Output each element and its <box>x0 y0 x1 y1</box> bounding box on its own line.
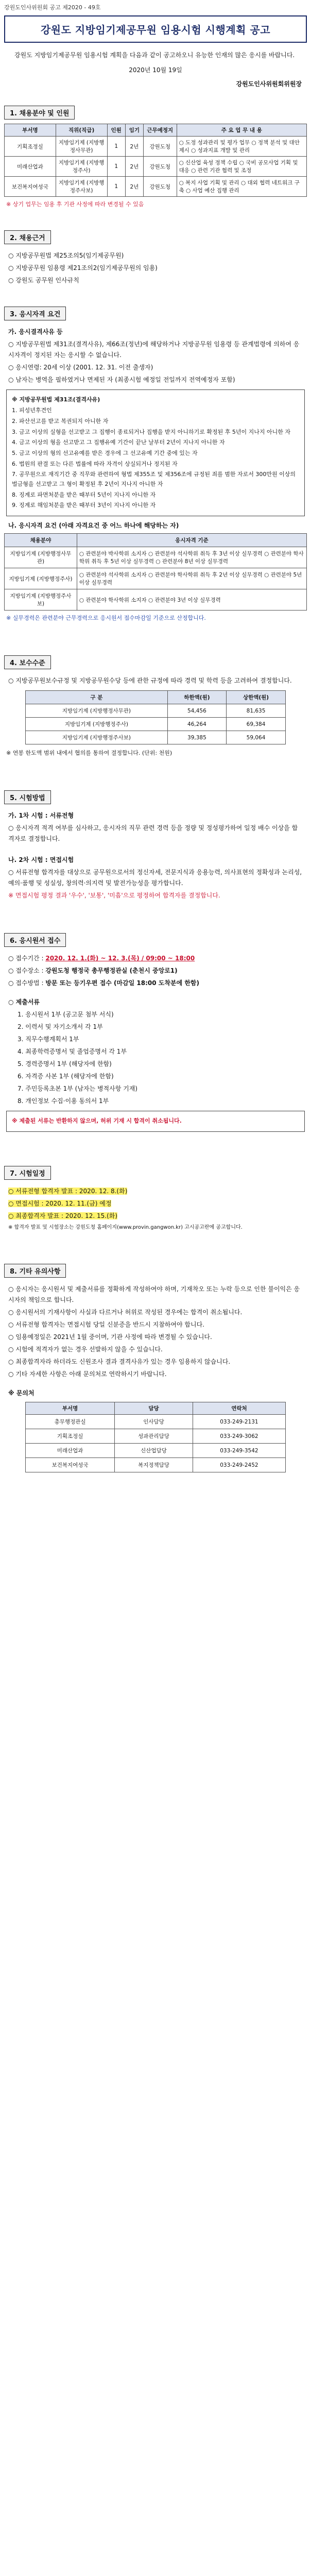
notice-line: ○ 기타 자세한 사항은 아래 문의처로 연락하시기 바랍니다. <box>8 1370 167 1378</box>
col-header: 부서명 <box>5 124 56 137</box>
table-row <box>5 568 307 589</box>
cell-dept: 미래산업과 <box>5 157 56 177</box>
cell-dept: 기획조정실 <box>5 137 56 157</box>
subheading: 나. 응시자격 요건 (아래 자격요건 중 어느 하나에 해당하는 자) <box>8 522 179 529</box>
cell-field: 지방임기제 (지방행정사무관) <box>5 547 77 568</box>
table-row <box>26 731 286 744</box>
cell-team: 신산업담당 <box>115 1444 193 1458</box>
cell-max: 81,635 <box>227 704 286 718</box>
list-item: 8. 개인정보 수집·이용 동의서 1부 <box>18 1097 109 1105</box>
subheading: 나. 2차 시험 : 면접시험 <box>8 856 74 864</box>
col-header: 구 분 <box>26 691 167 704</box>
schedule-text: ○ 면접시험 : 2020. 12. 11.(금) 예정 <box>8 1199 112 1207</box>
schedule-line <box>8 1186 303 1197</box>
box-line: 8. 징계로 파면처분을 받은 때부터 5년이 지나지 아니한 자 <box>12 491 156 498</box>
contact-title: ※ 문의처 <box>8 1389 34 1397</box>
box-line: 2. 파산선고를 받고 복권되지 아니한 자 <box>12 417 109 425</box>
section-5-title: 5. 시험방법 <box>4 790 51 804</box>
cell-place: 강원도청 <box>144 177 177 197</box>
notice-line: ○ 시험에 적격자가 없는 경우 선발하지 않을 수 있습니다. <box>8 1346 163 1353</box>
box-line: 5. 금고 이상의 형의 선고유예를 받은 경우에 그 선고유예 기간 중에 있는 자 <box>12 449 198 456</box>
section-1-note: ※ 상기 업무는 임용 후 기관 사정에 따라 변경될 수 있음 <box>6 201 144 208</box>
box-line: 9. 징계로 해임처분을 받은 때부터 3년이 지나지 아니한 자 <box>12 502 156 509</box>
table-row <box>5 137 307 157</box>
cell-requirement: ○ 관련분야 박사학위 소지자 ○ 관련분야 석사학위 취득 후 3년 이상 실무경력 ○ 관련분야 학사학위 취득 후 5년 이상 실무경력 ○ 관련분야 8년 이상 실무경력 <box>77 547 306 568</box>
basis-line: ○ 강원도 공무원 인사규칙 <box>8 277 79 284</box>
table-row <box>5 177 307 197</box>
subheading: 가. 1차 시험 : 서류전형 <box>8 812 74 820</box>
notice-line: ○ 최종합격자라 하더라도 신원조사 결과 결격사유가 있는 경우 임용하지 않습니다. <box>8 1358 231 1366</box>
list-item: 6. 자격증 사본 1부 (해당자에 한함) <box>18 1073 114 1080</box>
col-header: 하한액(원) <box>167 691 227 704</box>
method-value: 방문 또는 등기우편 접수 (마감일 18:00 도착분에 한함) <box>45 979 200 987</box>
cell-dept: 기획조정실 <box>26 1429 115 1444</box>
cell-field: 지방임기제 (지방행정주사) <box>5 568 77 589</box>
page-title: 강원도 지방임기제공무원 임용시험 시행계획 공고 <box>40 24 271 36</box>
notice-line: ○ 임용예정일은 2021년 1월 중이며, 기관 사정에 따라 변경될 수 있습니다. <box>8 1333 212 1341</box>
notice-line: ○ 서류전형 합격자는 면접시험 당일 신분증을 반드시 지참하여야 합니다. <box>8 1321 204 1329</box>
list-item: 3. 직무수행계획서 1부 <box>18 1036 79 1043</box>
salary-intro: ○ 지방공무원보수규정 및 지방공무원수당 등에 관한 규정에 따라 경력 및 학력 등을 고려하여 결정합니다. <box>8 677 292 685</box>
table-row <box>5 157 307 177</box>
cell-dept: 미래산업과 <box>26 1444 115 1458</box>
table-row <box>26 704 286 718</box>
section-2-title: 2. 채용근거 <box>4 230 51 244</box>
col-header: 연락처 <box>193 1402 286 1415</box>
section-6-title: 6. 응시원서 접수 <box>4 933 66 947</box>
contact-table <box>25 1402 286 1472</box>
notice-date: 2020년 10월 19일 <box>129 66 182 74</box>
section-8-title: 8. 기타 유의사항 <box>4 1264 66 1278</box>
qualification-heading-wrap <box>8 520 303 531</box>
basis-line: ○ 지방공무원법 제25조의5(임기제공무원) <box>8 252 124 260</box>
schedule-note: ※ 합격자 발표 및 시험장소는 강원도청 홈페이지(www.provin.gangwon.kr) 고시공고란에 공고합니다. <box>8 1224 243 1230</box>
docs-list <box>8 1009 303 1107</box>
col-header: 근무예정지 <box>144 124 177 137</box>
disqualification-box <box>6 389 305 516</box>
section-4-title: 4. 보수수준 <box>4 655 51 669</box>
col-header: 상한액(원) <box>227 691 286 704</box>
notes-block <box>8 1284 303 1399</box>
box-line: 7. 공무원으로 재직기간 중 직무와 관련하여 형법 제355조 및 제356조에 규정된 죄를 범한 자로서 300만원 이상의 벌금형을 선고받고 그 형이 확정된 후 2년이 지나지 아니한 자 <box>12 471 296 487</box>
cell-field: 지방임기제 (지방행정주사보) <box>5 589 77 611</box>
place-row <box>8 965 303 976</box>
publication-number: 강원도인사위원회 공고 제2020 - 49호 <box>4 4 101 11</box>
qualification-note: ※ 실무경력은 관련분야 근무경력으로 응시원서 접수마감일 기준으로 산정합니다. <box>6 615 206 621</box>
intro-text: 강원도 지방임기제공무원 임용시험 계획을 다음과 같이 공고하오니 유능한 인재의 많은 응시를 바랍니다. <box>14 52 295 59</box>
col-header: 인원 <box>107 124 125 137</box>
cell-requirement: ○ 관련분야 석사학위 소지자 ○ 관련분야 학사학위 취득 후 2년 이상 실무경력 ○ 관련분야 5년 이상 실무경력 <box>77 568 306 589</box>
cell-position: 지방임기제 (지방행정사무관) <box>56 137 107 157</box>
cell-position: 지방임기제 (지방행정주사) <box>56 157 107 177</box>
list-item: 4. 최종학력증명서 및 졸업증명서 각 1부 <box>18 1048 127 1056</box>
method-text: ○ 서류전형 합격자를 대상으로 공무원으로서의 정신자세, 전문지식과 응용능력, 의사표현의 정확성과 논리성, 예의·품행 및 성실성, 창의력·의지력 및 발전가능성을 평가합니다. <box>8 869 302 887</box>
cell-term: 2년 <box>125 177 143 197</box>
col-header: 직위(직급) <box>56 124 107 137</box>
list-item: 1. 응시원서 1부 (공고문 첨부 서식) <box>18 1011 114 1019</box>
notice-line: ○ 응시자는 응시원서 및 제출서류를 정확하게 작성하여야 하며, 기재착오 또는 누락 등으로 인한 불이익은 응시자의 책임으로 합니다. <box>8 1285 300 1304</box>
notice-line: ○ 응시원서의 기재사항이 사실과 다르거나 허위로 작성된 경우에는 합격이 취소됩니다. <box>8 1309 243 1316</box>
table-row <box>26 718 286 731</box>
schedule-text: ○ 최종합격자 발표 : 2020. 12. 15.(화) <box>8 1212 118 1219</box>
exam-method <box>8 810 303 901</box>
method-note: ※ 면접시험 평정 결과 '우수', '보통', '미흡'으로 평정하여 합격자를 결정합니다. <box>8 892 220 900</box>
cell-phone: 033-249-3062 <box>193 1429 286 1444</box>
col-header: 담당 <box>115 1402 193 1415</box>
cell-duty: ○ 신산업 육성 정책 수립 ○ 국비 공모사업 기획 및 대응 ○ 관련 기관 협력 및 조정 <box>177 157 306 177</box>
docs-warning <box>6 1111 305 1132</box>
schedule-text: ○ 서류전형 합격자 발표 : 2020. 12. 8.(화) <box>8 1187 128 1195</box>
cell-phone: 033-249-3542 <box>193 1444 286 1458</box>
cell-requirement: ○ 관련분야 학사학위 소지자 ○ 관련분야 3년 이상 실무경력 <box>77 589 306 611</box>
list-item: 5. 경력증명서 1부 (해당자에 한함) <box>18 1060 112 1068</box>
table-row <box>26 1415 286 1429</box>
method-row <box>8 978 303 989</box>
list-item: 2. 이력서 및 자기소개서 각 1부 <box>18 1023 103 1031</box>
section-1-title: 1. 채용분야 및 인원 <box>4 106 75 120</box>
legal-basis <box>8 250 303 286</box>
box-line: 1. 피성년후견인 <box>12 407 52 414</box>
cell-duty: ○ 복지 사업 기획 및 관리 ○ 대외 협력 네트워크 구축 ○ 사업 예산 집행 관리 <box>177 177 306 197</box>
box-line: 4. 금고 이상의 형을 선고받고 그 집행유예 기간이 끝난 날부터 2년이 지나지 아니한 자 <box>12 439 225 446</box>
issuing-organization: 강원도인사위원회위원장 <box>236 80 302 88</box>
box-title: ※ 지방공무원법 제31조(결격사유) <box>12 396 100 403</box>
cell-max: 69,384 <box>227 718 286 731</box>
place-value: 강원도청 행정국 총무행정관실 (춘천시 중앙로1) <box>45 967 178 975</box>
application-block <box>8 953 303 1107</box>
cell-count: 1 <box>107 177 125 197</box>
table-row <box>26 1444 286 1458</box>
col-header: 응시자격 기준 <box>77 534 306 547</box>
cell-place: 강원도청 <box>144 157 177 177</box>
cell-term: 2년 <box>125 157 143 177</box>
recruitment-table <box>4 124 307 197</box>
box-line: 6. 법원의 판결 또는 다른 법률에 따라 자격이 상실되거나 정지된 자 <box>12 460 178 467</box>
cell-dept: 보건복지여성국 <box>26 1458 115 1472</box>
cell-team: 복지정책담당 <box>115 1458 193 1472</box>
table-row <box>26 1458 286 1472</box>
table-row <box>5 547 307 568</box>
schedule-line <box>8 1211 303 1222</box>
method-label: ○ 접수방법 : <box>8 979 44 987</box>
schedule-line <box>8 1198 303 1209</box>
cell-dept: 보건복지여성국 <box>5 177 56 197</box>
cell-term: 2년 <box>125 137 143 157</box>
col-header: 주 요 업 무 내 용 <box>177 124 306 137</box>
col-header: 채용분야 <box>5 534 77 547</box>
period-label: ○ 접수기간 : <box>8 955 44 962</box>
section-7-title: 7. 시험일정 <box>4 1166 51 1180</box>
title-box <box>4 15 307 43</box>
basis-line: ○ 지방공무원 임용령 제21조의2(임기제공무원의 임용) <box>8 264 158 272</box>
eligibility-block <box>8 327 303 385</box>
docs-title: ○ 제출서류 <box>8 998 40 1006</box>
qualification-table <box>4 533 307 611</box>
list-item: 7. 주민등록초본 1부 (남자는 병적사항 기재) <box>18 1085 137 1093</box>
cell-min: 39,385 <box>167 731 227 744</box>
subheading: 가. 응시결격사유 등 <box>8 328 63 336</box>
cell-grade: 지방임기제 (지방행정사무관) <box>26 704 167 718</box>
cell-count: 1 <box>107 137 125 157</box>
cell-count: 1 <box>107 157 125 177</box>
col-header: 부서명 <box>26 1402 115 1415</box>
col-header: 임기 <box>125 124 143 137</box>
cell-phone: 033-249-2452 <box>193 1458 286 1472</box>
cell-team: 성과관리담당 <box>115 1429 193 1444</box>
eligibility-line: ○ 지방공무원법 제31조(결격사유), 제66조(정년)에 해당하거나 지방공무원 임용령 등 관계법령에 의하여 응시자격이 정지된 자는 응시할 수 없습니다. <box>8 341 300 359</box>
table-row <box>5 589 307 611</box>
cell-max: 59,064 <box>227 731 286 744</box>
notice-page <box>4 3 307 1476</box>
box-line: 3. 금고 이상의 실형을 선고받고 그 집행이 종료되거나 집행을 받지 아니하기로 확정된 후 5년이 지나지 아니한 자 <box>12 428 290 435</box>
period-row <box>8 953 303 964</box>
salary-table <box>25 690 286 744</box>
cell-place: 강원도청 <box>144 137 177 157</box>
cell-min: 54,456 <box>167 704 227 718</box>
method-text: ○ 응시자격 적격 여부를 심사하고, 응시자의 직무 관련 경력 등을 정량 및 정성평가하여 일정 배수 이상을 합격자로 결정합니다. <box>8 824 298 843</box>
eligibility-line: ○ 남자는 병역을 필하였거나 면제된 자 (최종시험 예정일 전일까지 전역예정자 포함) <box>8 376 235 384</box>
salary-note: ※ 연봉 한도액 범위 내에서 협의를 통하여 결정합니다. (단위: 천원) <box>6 750 172 757</box>
cell-grade: 지방임기제 (지방행정주사보) <box>26 731 167 744</box>
cell-grade: 지방임기제 (지방행정주사) <box>26 718 167 731</box>
period-value: 2020. 12. 1.(화) ~ 12. 3.(목) / 09:00 ~ 18:00 <box>45 955 195 962</box>
section-3-title: 3. 응시자격 요건 <box>4 307 66 320</box>
cell-duty: ○ 도정 성과관리 및 평가 업무 ○ 정책 분석 및 대안 제시 ○ 성과지표 개발 및 관리 <box>177 137 306 157</box>
schedule-block <box>8 1186 303 1232</box>
cell-phone: 033-249-2131 <box>193 1415 286 1429</box>
table-row <box>26 1429 286 1444</box>
cell-dept: 총무행정관실 <box>26 1415 115 1429</box>
cell-position: 지방임기제 (지방행정주사보) <box>56 177 107 197</box>
place-label: ○ 접수장소 : <box>8 967 44 975</box>
cell-min: 46,264 <box>167 718 227 731</box>
warning-text: ※ 제출된 서류는 반환하지 않으며, 허위 기재 시 합격이 취소됩니다. <box>12 1117 182 1125</box>
eligibility-line: ○ 응시연령: 20세 이상 (2001. 12. 31. 이전 출생자) <box>8 364 153 371</box>
cell-team: 인사담당 <box>115 1415 193 1429</box>
